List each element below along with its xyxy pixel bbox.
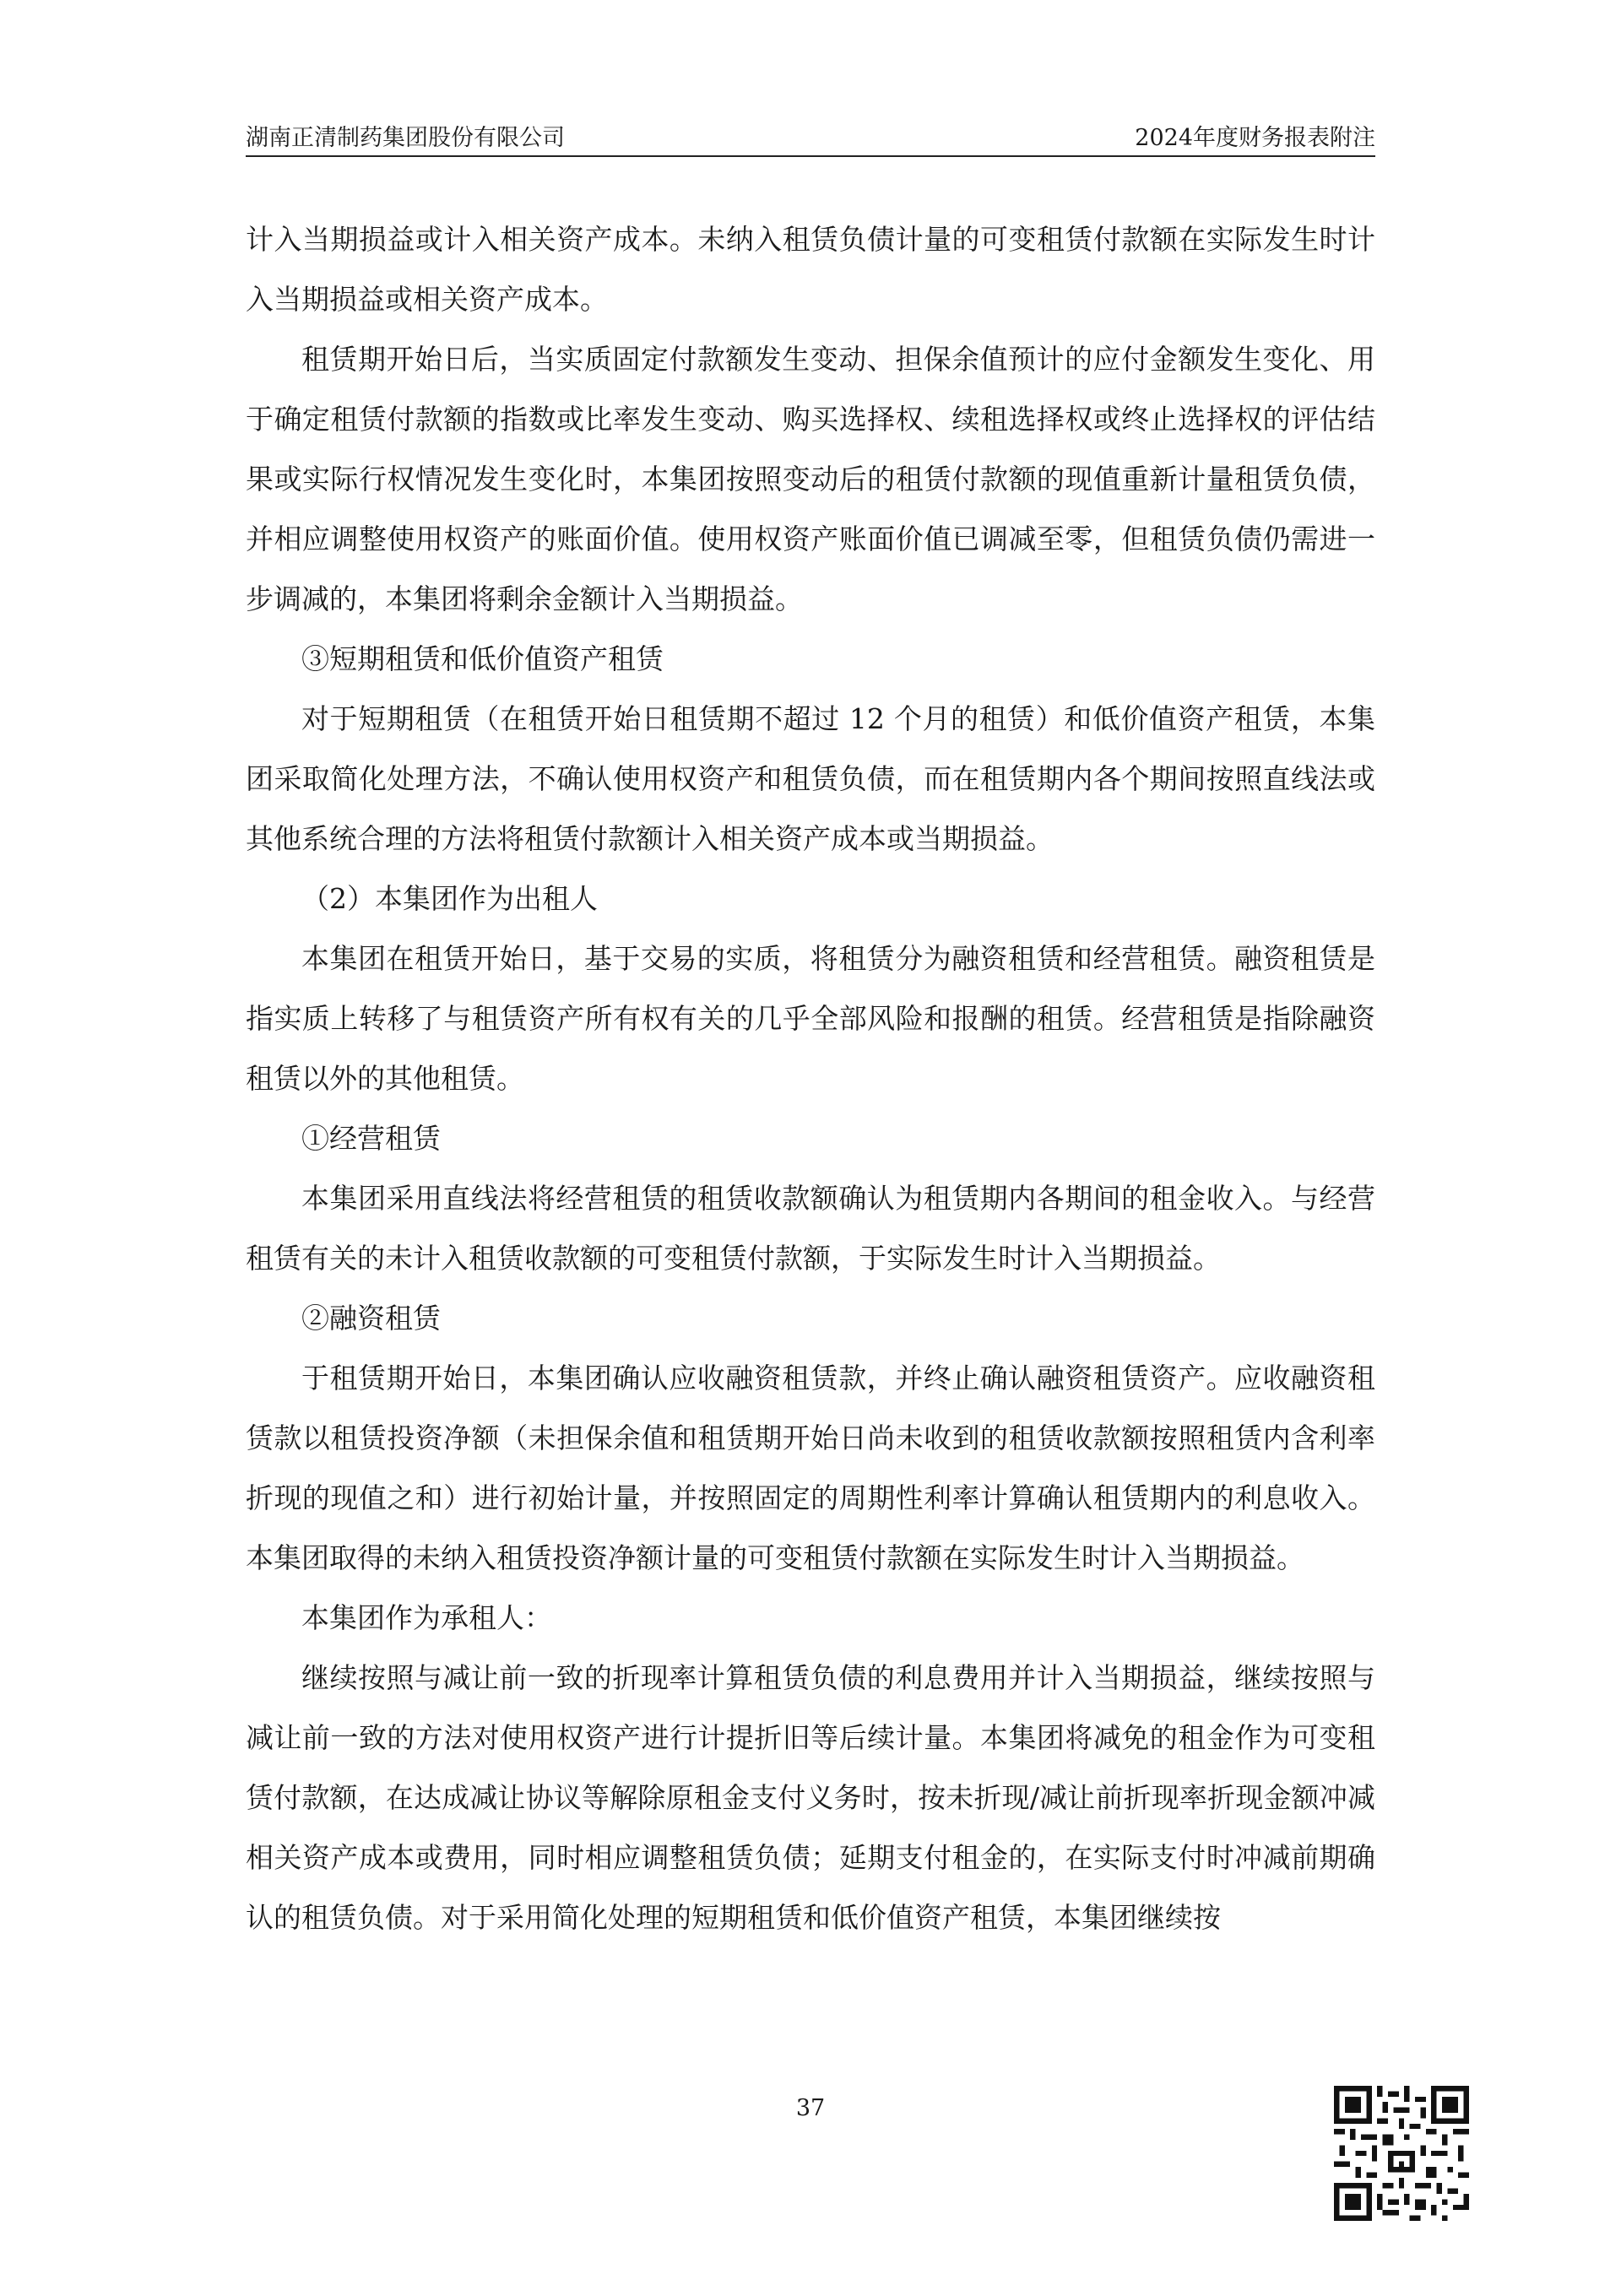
body-text [246, 209, 1375, 1947]
qr-code-icon [1334, 2086, 1469, 2221]
header-company-name: 湖南正清制药集团股份有限公司 [246, 125, 565, 151]
header-report-title: 2024年度财务报表附注 [1135, 125, 1375, 151]
paragraph: 租赁期开始日后，当实质固定付款额发生变动、担保余值预计的应付金额发生变化、用于确定租赁付款额的指数或比率发生变动、购买选择权、续租选择权或终止选择权的评估结果或实际行权情况发生变化时，本集团按照变动后的租赁付款额的现值重新计量租赁负债，并相应调整使用权资产的账面价值。使用权资产账面价值已调减至零，但租赁负债仍需进一步调减的，本集团将剩余金额计入当期损益。 [246, 343, 1375, 615]
paragraph: 本集团作为承租人： [301, 1601, 552, 1634]
section-heading: ①经营租赁 [301, 1122, 441, 1155]
paragraph: 对于短期租赁（在租赁开始日租赁期不超过 12 个月的租赁）和低价值资产租赁，本集团采取简化处理方法，不确认使用权资产和租赁负债，而在租赁期内各个期间按照直线法或其他系统合理的方法将租赁付款额计入相关资产成本或当期损益。 [246, 702, 1375, 855]
section-heading: ③短期租赁和低价值资产租赁 [301, 642, 664, 675]
paragraph: 于租赁期开始日，本集团确认应收融资租赁款，并终止确认融资租赁资产。应收融资租赁款以租赁投资净额（未担保余值和租赁期开始日尚未收到的租赁收款额按照租赁内含利率折现的现值之和）进行初始计量，并按照固定的周期性利率计算确认租赁期内的利息收入。本集团取得的未纳入租赁投资净额计量的可变租赁付款额在实际发生时计入当期损益。 [246, 1362, 1375, 1574]
paragraph: 继续按照与减让前一致的折现率计算租赁负债的利息费用并计入当期损益，继续按照与减让前一致的方法对使用权资产进行计提折旧等后续计量。本集团将减免的租金作为可变租赁付款额，在达成减让协议等解除原租金支付义务时，按未折现/减让前折现率折现金额冲减相关资产成本或费用，同时相应调整租赁负债；延期支付租金的，在实际支付时冲减前期确认的租赁负债。对于采用简化处理的短期租赁和低价值资产租赁，本集团继续按 [246, 1661, 1375, 1934]
section-heading: （2）本集团作为出租人 [301, 882, 598, 915]
paragraph: 本集团采用直线法将经营租赁的租赁收款额确认为租赁期内各期间的租金收入。与经营租赁有关的未计入租赁收款额的可变租赁付款额，于实际发生时计入当期损益。 [246, 1182, 1375, 1275]
paragraph: 本集团在租赁开始日，基于交易的实质，将租赁分为融资租赁和经营租赁。融资租赁是指实质上转移了与租赁资产所有权有关的几乎全部风险和报酬的租赁。经营租赁是指除融资租赁以外的其他租赁。 [246, 942, 1375, 1095]
section-heading: ②融资租赁 [301, 1302, 441, 1335]
page-number: 37 [795, 2095, 826, 2121]
paragraph: 计入当期损益或计入相关资产成本。未纳入租赁负债计量的可变租赁付款额在实际发生时计入当期损益或相关资产成本。 [246, 223, 1375, 316]
page-header [246, 116, 1375, 157]
